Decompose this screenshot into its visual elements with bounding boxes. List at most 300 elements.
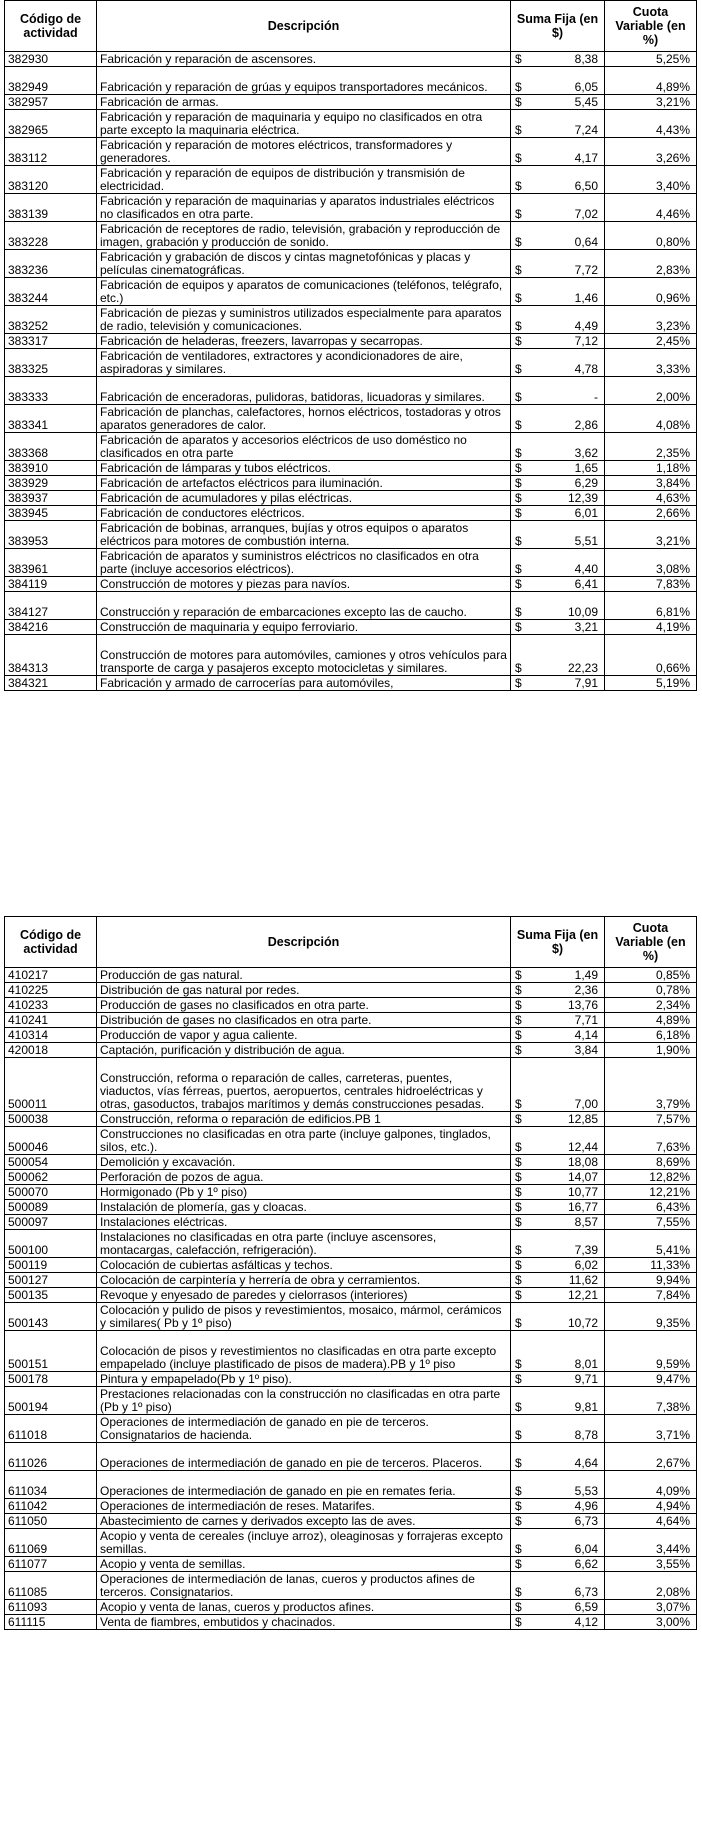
activity-description: Fabricación de enceradoras, pulidoras, batidoras, licuadoras y similares. — [97, 377, 511, 405]
currency-symbol: $ — [515, 562, 522, 576]
currency-symbol: $ — [515, 1316, 522, 1330]
currency-symbol: $ — [515, 52, 522, 66]
currency-symbol: $ — [515, 998, 522, 1012]
fixed-amount: 4,12 — [574, 1615, 598, 1629]
variable-rate: 3,21% — [605, 521, 697, 549]
fixed-amount: 4,49 — [574, 319, 598, 333]
activity-code: 382930 — [5, 52, 97, 67]
fixed-amount-cell — [511, 1372, 605, 1387]
activity-description: Operaciones de intermediación de lanas, cueros y productos afines de terceros. Consignatarios. — [97, 1572, 511, 1600]
table-row — [5, 95, 697, 110]
activity-description: Colocación y pulido de pisos y revestimientos, mosaico, mármol, cerámicos y similares( Pb y 1º piso) — [97, 1303, 511, 1331]
table-body-2 — [5, 968, 697, 1630]
table-row — [5, 1303, 697, 1331]
activity-description: Instalaciones eléctricas. — [97, 1215, 511, 1230]
fixed-amount: 6,62 — [574, 1557, 598, 1571]
currency-symbol: $ — [515, 1400, 522, 1414]
variable-rate: 2,67% — [605, 1443, 697, 1471]
activity-code: 383368 — [5, 433, 97, 461]
variable-rate: 6,18% — [605, 1028, 697, 1043]
fixed-amount-cell — [511, 52, 605, 67]
activity-description: Distribución de gases no clasificados en otra parte. — [97, 1013, 511, 1028]
fixed-amount-cell — [511, 1514, 605, 1529]
activity-code: 500062 — [5, 1170, 97, 1185]
activity-code: 383910 — [5, 461, 97, 476]
activity-description: Construcción de motores para automóviles, camiones y otros vehículos para transporte de carga y pasajeros excepto motocicletas y similares. — [97, 635, 511, 676]
currency-symbol: $ — [515, 983, 522, 997]
variable-rate: 3,07% — [605, 1600, 697, 1615]
activity-code: 500038 — [5, 1112, 97, 1127]
fixed-amount-cell — [511, 334, 605, 349]
activity-code: 384127 — [5, 592, 97, 620]
table-row — [5, 349, 697, 377]
fixed-amount: 6,41 — [574, 577, 598, 591]
activity-code: 420018 — [5, 1043, 97, 1058]
activity-code: 500054 — [5, 1155, 97, 1170]
variable-rate: 4,64% — [605, 1514, 697, 1529]
fixed-amount: 2,36 — [574, 983, 598, 997]
activity-code: 410225 — [5, 983, 97, 998]
table-row — [5, 1471, 697, 1499]
variable-rate: 9,59% — [605, 1331, 697, 1372]
fixed-amount: 3,84 — [574, 1043, 598, 1057]
fixed-amount: 16,77 — [567, 1200, 598, 1214]
activity-description: Demolición y excavación. — [97, 1155, 511, 1170]
activity-description: Pintura y empapelado(Pb y 1º piso). — [97, 1372, 511, 1387]
activity-code: 383333 — [5, 377, 97, 405]
fixed-amount-cell — [511, 1387, 605, 1415]
fixed-amount-cell — [511, 577, 605, 592]
fixed-amount: 12,44 — [567, 1140, 598, 1154]
variable-rate: 3,84% — [605, 476, 697, 491]
currency-symbol: $ — [515, 1215, 522, 1229]
variable-rate: 3,23% — [605, 306, 697, 334]
header-description: Descripción — [97, 1, 511, 52]
variable-rate: 2,66% — [605, 506, 697, 521]
variable-rate: 3,44% — [605, 1529, 697, 1557]
table-row — [5, 1600, 697, 1615]
currency-symbol: $ — [515, 1484, 522, 1498]
activity-code: 383244 — [5, 278, 97, 306]
activity-description: Fabricación y reparación de equipos de distribución y transmisión de electricidad. — [97, 166, 511, 194]
variable-rate: 4,46% — [605, 194, 697, 222]
activity-description: Abastecimiento de carnes y derivados excepto las de aves. — [97, 1514, 511, 1529]
activity-description: Producción de gases no clasificados en otra parte. — [97, 998, 511, 1013]
fixed-amount: 1,65 — [574, 461, 598, 475]
activity-code: 611034 — [5, 1471, 97, 1499]
fixed-amount: 12,21 — [567, 1288, 598, 1302]
fixed-amount-cell — [511, 306, 605, 334]
variable-rate: 4,94% — [605, 1499, 697, 1514]
activity-description: Instalación de plomería, gas y cloacas. — [97, 1200, 511, 1215]
header-variable-rate: Cuota Variable (en %) — [605, 917, 697, 968]
fixed-amount-cell — [511, 620, 605, 635]
fixed-amount-cell — [511, 549, 605, 577]
fixed-amount-cell — [511, 592, 605, 620]
currency-symbol: $ — [515, 1185, 522, 1199]
fixed-amount-cell — [511, 1415, 605, 1443]
activity-code: 500011 — [5, 1058, 97, 1112]
table-row — [5, 1529, 697, 1557]
activity-description: Fabricación de acumuladores y pilas eléctricas. — [97, 491, 511, 506]
currency-symbol: $ — [515, 1542, 522, 1556]
table-row — [5, 676, 697, 691]
variable-rate: 4,43% — [605, 110, 697, 138]
variable-rate: 3,40% — [605, 166, 697, 194]
fixed-amount: 7,71 — [574, 1013, 598, 1027]
fixed-amount-cell — [511, 521, 605, 549]
table-row — [5, 1273, 697, 1288]
activity-code: 383961 — [5, 549, 97, 577]
variable-rate: 6,43% — [605, 1200, 697, 1215]
activity-description: Fabricación de piezas y suministros utilizados especialmente para aparatos de radio, televisión y comunicaciones. — [97, 306, 511, 334]
table-row — [5, 1185, 697, 1200]
currency-symbol: $ — [515, 1557, 522, 1571]
activity-description: Fabricación y reparación de maquinarias y aparatos industriales eléctricos no clasificados en otra parte. — [97, 194, 511, 222]
fixed-amount: - — [594, 390, 598, 404]
currency-symbol: $ — [515, 235, 522, 249]
fixed-amount-cell — [511, 405, 605, 433]
activity-code: 383112 — [5, 138, 97, 166]
table-row — [5, 968, 697, 983]
fixed-amount: 6,29 — [574, 476, 598, 490]
currency-symbol: $ — [515, 1140, 522, 1154]
fixed-amount-cell — [511, 250, 605, 278]
activity-code: 383929 — [5, 476, 97, 491]
variable-rate: 5,41% — [605, 1230, 697, 1258]
currency-symbol: $ — [515, 319, 522, 333]
activity-description: Fabricación de heladeras, freezers, lavarropas y secarropas. — [97, 334, 511, 349]
table-row — [5, 1200, 697, 1215]
fixed-amount: 5,51 — [574, 534, 598, 548]
variable-rate: 0,85% — [605, 968, 697, 983]
currency-symbol: $ — [515, 1028, 522, 1042]
currency-symbol: $ — [515, 418, 522, 432]
currency-symbol: $ — [515, 1243, 522, 1257]
currency-symbol: $ — [515, 605, 522, 619]
activity-table-1 — [4, 0, 697, 691]
fixed-amount: 12,39 — [567, 491, 598, 505]
variable-rate: 2,34% — [605, 998, 697, 1013]
fixed-amount-cell — [511, 491, 605, 506]
fixed-amount-cell — [511, 433, 605, 461]
table-row — [5, 983, 697, 998]
fixed-amount: 4,17 — [574, 151, 598, 165]
fixed-amount: 10,09 — [567, 605, 598, 619]
variable-rate: 4,89% — [605, 67, 697, 95]
fixed-amount-cell — [511, 1170, 605, 1185]
variable-rate: 12,82% — [605, 1170, 697, 1185]
table-row — [5, 1043, 697, 1058]
fixed-amount-cell — [511, 1230, 605, 1258]
activity-description: Fabricación y armado de carrocerías para automóviles, — [97, 676, 511, 691]
table-row — [5, 506, 697, 521]
fixed-amount-cell — [511, 67, 605, 95]
currency-symbol: $ — [515, 95, 522, 109]
activity-description: Colocación de carpintería y herrería de obra y cerramientos. — [97, 1273, 511, 1288]
activity-description: Fabricación de equipos y aparatos de comunicaciones (teléfonos, telégrafo, etc.) — [97, 278, 511, 306]
variable-rate: 9,35% — [605, 1303, 697, 1331]
fixed-amount: 4,14 — [574, 1028, 598, 1042]
activity-code: 500143 — [5, 1303, 97, 1331]
header-fixed-amount: Suma Fija (en $) — [511, 1, 605, 52]
fixed-amount: 8,57 — [574, 1215, 598, 1229]
fixed-amount-cell — [511, 1058, 605, 1112]
activity-description: Venta de fiambres, embutidos y chacinados. — [97, 1615, 511, 1630]
variable-rate: 3,71% — [605, 1415, 697, 1443]
fixed-amount-cell — [511, 1615, 605, 1630]
table-row — [5, 334, 697, 349]
table-row — [5, 577, 697, 592]
variable-rate: 0,80% — [605, 222, 697, 250]
activity-code: 611026 — [5, 1443, 97, 1471]
fixed-amount: 7,24 — [574, 123, 598, 137]
table-row — [5, 620, 697, 635]
currency-symbol: $ — [515, 446, 522, 460]
activity-code: 611050 — [5, 1514, 97, 1529]
activity-description: Fabricación de aparatos y suministros eléctricos no clasificados en otra parte (incluye accesorios eléctricos). — [97, 549, 511, 577]
activity-table-2 — [4, 916, 697, 1630]
activity-description: Fabricación de ventiladores, extractores y acondicionadores de aire, aspiradoras y similares. — [97, 349, 511, 377]
fixed-amount-cell — [511, 998, 605, 1013]
fixed-amount: 5,53 — [574, 1484, 598, 1498]
table-row — [5, 1514, 697, 1529]
fixed-amount: 6,50 — [574, 179, 598, 193]
currency-symbol: $ — [515, 1372, 522, 1386]
activity-description: Operaciones de intermediación de reses. Matarifes. — [97, 1499, 511, 1514]
table-row — [5, 1112, 697, 1127]
fixed-amount-cell — [511, 349, 605, 377]
currency-symbol: $ — [515, 1428, 522, 1442]
activity-description: Construcciones no clasificadas en otra parte (incluye galpones, tinglados, silos, etc.). — [97, 1127, 511, 1155]
activity-code: 500119 — [5, 1258, 97, 1273]
activity-description: Fabricación de receptores de radio, televisión, grabación y reproducción de imagen, grabación y producción de sonido. — [97, 222, 511, 250]
activity-code: 382957 — [5, 95, 97, 110]
activity-description: Fabricación y reparación de ascensores. — [97, 52, 511, 67]
currency-symbol: $ — [515, 1600, 522, 1614]
fixed-amount-cell — [511, 1303, 605, 1331]
activity-description: Producción de vapor y agua caliente. — [97, 1028, 511, 1043]
table-row — [5, 222, 697, 250]
activity-description: Acopio y venta de cereales (incluye arroz), oleaginosas y forrajeras excepto semillas. — [97, 1529, 511, 1557]
activity-code: 500097 — [5, 1215, 97, 1230]
activity-code: 383236 — [5, 250, 97, 278]
activity-description: Acopio y venta de semillas. — [97, 1557, 511, 1572]
fixed-amount: 9,71 — [574, 1372, 598, 1386]
table-row — [5, 1013, 697, 1028]
table-row — [5, 1331, 697, 1372]
activity-code: 410233 — [5, 998, 97, 1013]
table-row — [5, 1155, 697, 1170]
activity-code: 500135 — [5, 1288, 97, 1303]
table-row — [5, 250, 697, 278]
table-row — [5, 1499, 697, 1514]
activity-code: 410314 — [5, 1028, 97, 1043]
activity-code: 611018 — [5, 1415, 97, 1443]
table-row — [5, 1615, 697, 1630]
table-row — [5, 110, 697, 138]
fixed-amount-cell — [511, 1028, 605, 1043]
currency-symbol: $ — [515, 179, 522, 193]
table-row — [5, 1258, 697, 1273]
fixed-amount-cell — [511, 110, 605, 138]
table-row — [5, 1215, 697, 1230]
fixed-amount: 7,02 — [574, 207, 598, 221]
activity-description: Construcción y reparación de embarcaciones excepto las de caucho. — [97, 592, 511, 620]
table-row — [5, 1572, 697, 1600]
table-row — [5, 461, 697, 476]
activity-code: 382965 — [5, 110, 97, 138]
activity-code: 500100 — [5, 1230, 97, 1258]
activity-code: 383945 — [5, 506, 97, 521]
currency-symbol: $ — [515, 577, 522, 591]
fixed-amount-cell — [511, 1529, 605, 1557]
variable-rate: 3,08% — [605, 549, 697, 577]
currency-symbol: $ — [515, 1514, 522, 1528]
fixed-amount: 1,46 — [574, 291, 598, 305]
variable-rate: 2,45% — [605, 334, 697, 349]
fixed-amount-cell — [511, 1273, 605, 1288]
table-row — [5, 549, 697, 577]
currency-symbol: $ — [515, 123, 522, 137]
activity-description: Construcción, reforma o reparación de edificios.PB 1 — [97, 1112, 511, 1127]
currency-symbol: $ — [515, 534, 522, 548]
activity-description: Construcción, reforma o reparación de calles, carreteras, puentes, viaductos, vías férreas, puertos, aeropuertos, centrales hidroeléctricas y otras, gasoductos, trabajos marítimos y demás construcciones pesadas. — [97, 1058, 511, 1112]
activity-code: 384216 — [5, 620, 97, 635]
variable-rate: 3,33% — [605, 349, 697, 377]
fixed-amount-cell — [511, 476, 605, 491]
fixed-amount: 6,59 — [574, 1600, 598, 1614]
fixed-amount-cell — [511, 1572, 605, 1600]
variable-rate: 4,89% — [605, 1013, 697, 1028]
activity-description: Prestaciones relacionadas con la construcción no clasificadas en otra parte (Pb y 1º piso) — [97, 1387, 511, 1415]
currency-symbol: $ — [515, 1043, 522, 1057]
table-row — [5, 138, 697, 166]
fixed-amount: 6,04 — [574, 1542, 598, 1556]
activity-code: 383937 — [5, 491, 97, 506]
fixed-amount-cell — [511, 1013, 605, 1028]
table-row — [5, 1415, 697, 1443]
activity-code: 611042 — [5, 1499, 97, 1514]
table-row — [5, 405, 697, 433]
activity-description: Construcción de maquinaria y equipo ferroviario. — [97, 620, 511, 635]
activity-code: 383325 — [5, 349, 97, 377]
activity-description: Fabricación y reparación de motores eléctricos, transformadores y generadores. — [97, 138, 511, 166]
currency-symbol: $ — [515, 1258, 522, 1272]
currency-symbol: $ — [515, 80, 522, 94]
fixed-amount: 1,49 — [574, 968, 598, 982]
table-row — [5, 1127, 697, 1155]
currency-symbol: $ — [515, 151, 522, 165]
fixed-amount: 3,62 — [574, 446, 598, 460]
variable-rate: 4,63% — [605, 491, 697, 506]
variable-rate: 7,57% — [605, 1112, 697, 1127]
header-code: Código de actividad — [5, 917, 97, 968]
activity-description: Operaciones de intermediación de ganado en pie en remates feria. — [97, 1471, 511, 1499]
fixed-amount-cell — [511, 1185, 605, 1200]
activity-description: Operaciones de intermediación de ganado en pie de terceros. Consignatarios de hacienda. — [97, 1415, 511, 1443]
fixed-amount-cell — [511, 222, 605, 250]
variable-rate: 7,63% — [605, 1127, 697, 1155]
fixed-amount-cell — [511, 278, 605, 306]
activity-code: 611115 — [5, 1615, 97, 1630]
fixed-amount: 10,72 — [567, 1316, 598, 1330]
fixed-amount-cell — [511, 377, 605, 405]
activity-code: 611085 — [5, 1572, 97, 1600]
activity-description: Fabricación y reparación de grúas y equipos transportadores mecánicos. — [97, 67, 511, 95]
currency-symbol: $ — [515, 1097, 522, 1111]
activity-description: Captación, purificación y distribución de agua. — [97, 1043, 511, 1058]
fixed-amount: 8,38 — [574, 52, 598, 66]
activity-description: Revoque y enyesado de paredes y cielorrasos (interiores) — [97, 1288, 511, 1303]
fixed-amount: 7,39 — [574, 1243, 598, 1257]
activity-description: Colocación de pisos y revestimientos no clasificadas en otra parte excepto empapelado (incluye plastificado de pisos de madera).PB y 1º piso — [97, 1331, 511, 1372]
fixed-amount: 10,77 — [567, 1185, 598, 1199]
activity-code: 500127 — [5, 1273, 97, 1288]
variable-rate: 2,35% — [605, 433, 697, 461]
variable-rate: 4,09% — [605, 1471, 697, 1499]
currency-symbol: $ — [515, 1288, 522, 1302]
currency-symbol: $ — [515, 291, 522, 305]
variable-rate: 5,25% — [605, 52, 697, 67]
fixed-amount-cell — [511, 138, 605, 166]
fixed-amount: 6,01 — [574, 506, 598, 520]
fixed-amount-cell — [511, 983, 605, 998]
fixed-amount: 7,72 — [574, 263, 598, 277]
table-row — [5, 1230, 697, 1258]
table-row — [5, 521, 697, 549]
activity-description: Colocación de cubiertas asfálticas y techos. — [97, 1258, 511, 1273]
fixed-amount-cell — [511, 1112, 605, 1127]
table-row — [5, 52, 697, 67]
activity-description: Producción de gas natural. — [97, 968, 511, 983]
table-page-1 — [0, 0, 702, 691]
header-code: Código de actividad — [5, 1, 97, 52]
table-row — [5, 67, 697, 95]
activity-code: 384119 — [5, 577, 97, 592]
activity-code: 611069 — [5, 1529, 97, 1557]
variable-rate: 9,47% — [605, 1372, 697, 1387]
table-row — [5, 377, 697, 405]
variable-rate: 1,90% — [605, 1043, 697, 1058]
fixed-amount: 3,21 — [574, 620, 598, 634]
variable-rate: 4,19% — [605, 620, 697, 635]
table-row — [5, 592, 697, 620]
activity-description: Perforación de pozos de agua. — [97, 1170, 511, 1185]
activity-description: Operaciones de intermediación de ganado en pie de terceros. Placeros. — [97, 1443, 511, 1471]
activity-code: 383317 — [5, 334, 97, 349]
activity-description: Fabricación y reparación de maquinaria y equipo no clasificados en otra parte excepto la maquinaria eléctrica. — [97, 110, 511, 138]
currency-symbol: $ — [515, 1615, 522, 1629]
fixed-amount-cell — [511, 95, 605, 110]
activity-code: 382949 — [5, 67, 97, 95]
variable-rate: 12,21% — [605, 1185, 697, 1200]
fixed-amount-cell — [511, 1600, 605, 1615]
fixed-amount: 4,78 — [574, 362, 598, 376]
table-page-2 — [0, 916, 702, 1630]
activity-code: 384321 — [5, 676, 97, 691]
fixed-amount: 6,73 — [574, 1514, 598, 1528]
currency-symbol: $ — [515, 1357, 522, 1371]
fixed-amount: 18,08 — [567, 1155, 598, 1169]
currency-symbol: $ — [515, 1200, 522, 1214]
variable-rate: 2,08% — [605, 1572, 697, 1600]
fixed-amount-cell — [511, 1471, 605, 1499]
activity-code: 611077 — [5, 1557, 97, 1572]
fixed-amount: 4,96 — [574, 1499, 598, 1513]
fixed-amount-cell — [511, 1200, 605, 1215]
activity-description: Distribución de gas natural por redes. — [97, 983, 511, 998]
